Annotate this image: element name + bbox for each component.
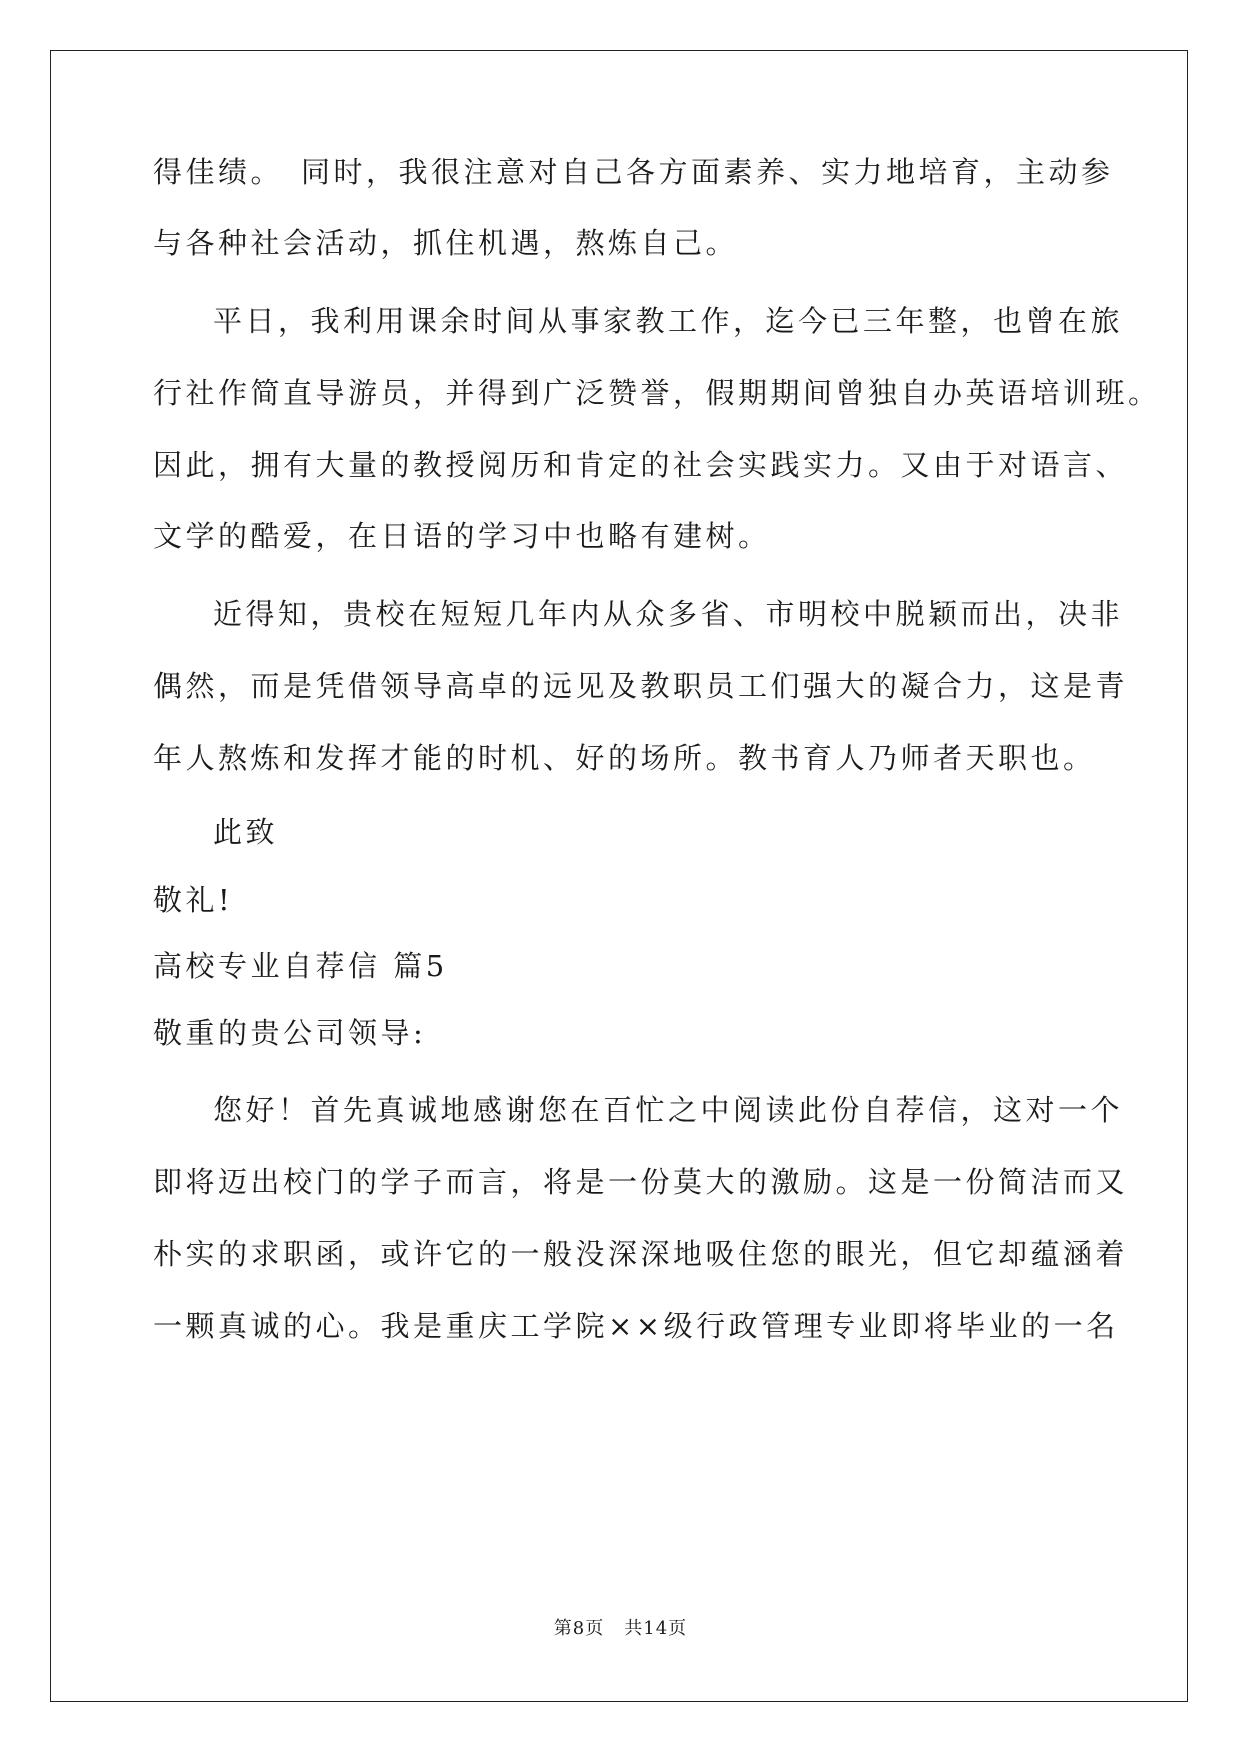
text-line: 行社作简直导游员，并得到广泛赞誉，假期期间曾独自办英语培训班。 (153, 376, 1161, 410)
letter-greeting: 敬重的贵公司领导: (153, 1016, 427, 1050)
text-line: 得佳绩。 同时，我很注意对自己各方面素养、实力地培育，主动参 (153, 155, 1114, 189)
page-footer (0, 1614, 1241, 1640)
text-line: 一颗真诚的心。我是重庆工学院××级行政管理专业即将毕业的一名 (153, 1309, 1119, 1343)
text-line: 平日，我利用课余时间从事家教工作，迄今已三年整，也曾在旅 (213, 304, 1124, 338)
text-line: 近得知，贵校在短短几年内从众多省、市明校中脱颖而出，决非 (213, 597, 1124, 631)
text-line: 与各种社会活动，抓住机遇，熬炼自己。 (153, 226, 739, 260)
text-line: 即将迈出校门的学子而言，将是一份莫大的激励。这是一份简洁而又 (153, 1165, 1129, 1199)
text-line: 朴实的求职函，或许它的一般没深深地吸住您的眼光，但它却蕴涵着 (153, 1237, 1129, 1271)
section-heading: 高校专业自荐信 篇5 (153, 949, 448, 983)
text-line: 您好！首先真诚地感谢您在百忙之中阅读此份自荐信，这对一个 (213, 1093, 1124, 1127)
text-line: 年人熬炼和发挥才能的时机、好的场所。教书育人乃师者天职也。 (153, 741, 1096, 775)
text-line: 偶然，而是凭借领导高卓的远见及教职员工们强大的凝合力，这是青 (153, 669, 1129, 703)
closing-phrase: 此致 (213, 815, 279, 849)
text-line: 因此，拥有大量的教授阅历和肯定的社会实践实力。又由于对语言、 (153, 448, 1129, 482)
page-number: 第8页 (553, 1618, 605, 1639)
page-border (50, 50, 1188, 1702)
text-line: 文学的酷爱，在日语的学习中也略有建树。 (153, 519, 771, 553)
page-total: 共14页 (624, 1618, 688, 1639)
salutation-close: 敬礼! (153, 883, 234, 917)
